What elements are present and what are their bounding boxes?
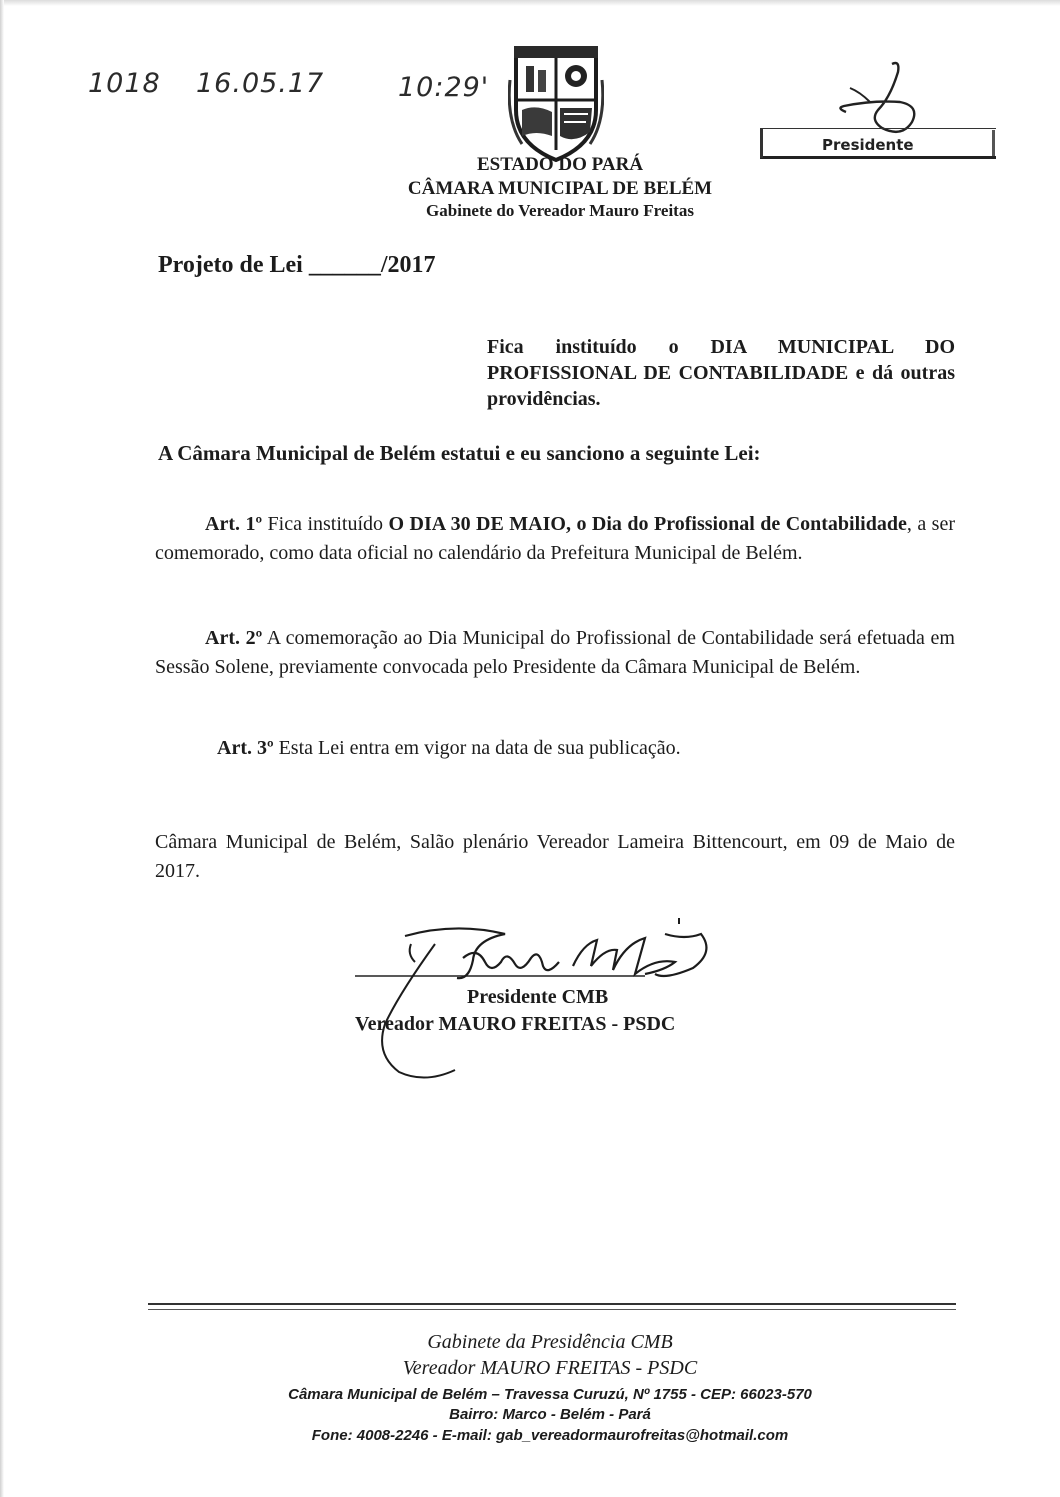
article-2 — [155, 624, 955, 682]
article-2-label: Art. 2º — [205, 627, 263, 649]
stamp-box-right-border — [992, 130, 995, 156]
stamp-box-left-border — [760, 128, 763, 158]
footer-contact: Fone: 4008-2246 - E-mail: gab_vereadormaurofreitas@hotmail.com — [311, 1427, 789, 1444]
article-1-text-b: , a ser comemorado, como data oficial no calendário da Prefeitura Municipal de Belém. — [155, 513, 955, 564]
header-office: Gabinete do Vereador Mauro Freitas — [426, 201, 694, 220]
footer-name: Vereador MAURO FREITAS - PSDC — [402, 1357, 698, 1379]
article-3-text: Esta Lei entra em vigor na data de sua publicação. — [273, 737, 681, 759]
footer-office: Gabinete da Presidência CMB — [427, 1331, 673, 1353]
coat-of-arms-icon — [508, 40, 604, 164]
footer-rule — [148, 1303, 956, 1305]
presidente-stamp-label: Presidente — [822, 136, 914, 154]
enactment-clause: A Câmara Municipal de Belém estatui e eu sanciono a seguinte Lei: — [158, 441, 761, 465]
scan-edge-top — [0, 0, 1060, 6]
footer-address: Câmara Municipal de Belém – Travessa Curuzú, Nº 1755 - CEP: 66023-570 — [288, 1386, 812, 1403]
protocol-date: 16.05.17 — [196, 68, 325, 99]
stamp-box-bottom-border — [760, 156, 996, 159]
header-chamber: CÂMARA MUNICIPAL DE BELÉM — [407, 178, 713, 199]
article-3 — [217, 734, 957, 763]
protocol-number: 1018 — [88, 68, 161, 99]
scan-edge-left — [0, 0, 4, 1497]
article-1 — [155, 510, 955, 568]
article-1-bold: O DIA 30 DE MAIO, o Dia do Profissional de Contabilidade — [388, 513, 907, 535]
presidente-stamp-box — [760, 128, 996, 160]
header-state: ESTADO DO PARÁ — [476, 154, 644, 175]
footer-district: Bairro: Marco - Belém - Pará — [449, 1406, 651, 1423]
article-3-label: Art. 3º — [217, 737, 274, 759]
signatory-name: Vereador MAURO FREITAS - PSDC — [355, 1013, 676, 1035]
signatory-title: Presidente CMB — [467, 986, 609, 1008]
closing-statement: Câmara Municipal de Belém, Salão plenário Vereador Lameira Bittencourt, em 09 de Maio de 2017. — [155, 831, 955, 882]
article-1-label: Art. 1º — [205, 513, 263, 535]
stamp-box-top-border — [760, 128, 996, 129]
bill-title: Projeto de Lei ______/2017 — [158, 252, 436, 278]
protocol-time: 10:29' — [398, 72, 490, 103]
footer-rule-thin — [148, 1309, 956, 1310]
bill-ementa: Fica instituído o DIA MUNICIPAL DO PROFISSIONAL DE CONTABILIDADE e dá outras providências. — [487, 336, 955, 410]
article-2-text: A comemoração ao Dia Municipal do Profissional de Contabilidade será efetuada em Sessão Solene, previamente convocada pelo Presidente da Câmara Municipal de Belém. — [155, 627, 955, 678]
article-1-text-a: Fica instituído — [262, 513, 389, 535]
